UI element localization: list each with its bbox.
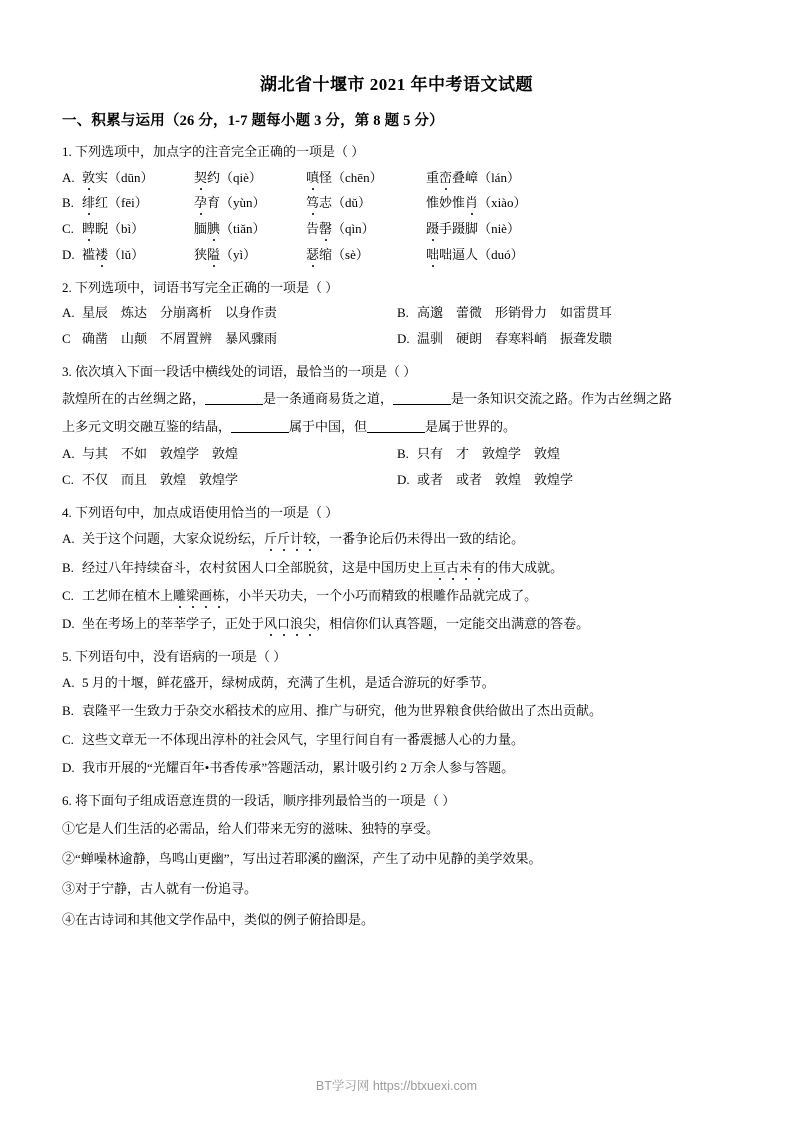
- option-label: C.: [62, 472, 74, 488]
- dotted-char: 罄: [319, 221, 333, 237]
- option-text: 不仅 而且 敦煌 敦煌学: [82, 472, 239, 488]
- option-text: 关于这个问题，大家众说纷纭，: [82, 531, 265, 547]
- pinyin: （lán）: [478, 169, 520, 185]
- dotted-char: 咄: [426, 246, 440, 262]
- option-row[interactable]: [62, 245, 731, 266]
- option-text: ，相信你们认真答题，一定能交出满意的答卷。: [316, 615, 590, 631]
- option-text: 或者 或者 敦煌 敦煌学: [417, 472, 574, 488]
- char: 约: [207, 169, 221, 185]
- passage-line: [62, 415, 731, 439]
- char: 缩: [319, 246, 333, 262]
- option-item[interactable]: [62, 329, 397, 350]
- option-item: [194, 219, 306, 240]
- question-5-options: [62, 672, 731, 778]
- option-item: [426, 245, 524, 266]
- question-number-1: 1.: [62, 144, 72, 159]
- option-row[interactable]: [62, 729, 731, 751]
- dotted-char: 计: [290, 531, 304, 547]
- option-row[interactable]: [62, 168, 731, 189]
- option-item: [306, 193, 426, 214]
- dotted-char: 画: [199, 587, 213, 603]
- option-text: 温驯 硬朗 春寒料峭 振聋发聩: [417, 330, 613, 346]
- dotted-char: 未: [459, 559, 473, 575]
- option-text: 袁隆平一生致力于杂交水稻技术的应用、推广与研究，他为世界粮食供给做出了杰出贡献。: [82, 703, 603, 719]
- blank-underline: [205, 391, 263, 405]
- option-row[interactable]: [62, 672, 731, 694]
- question-stem-3: [62, 362, 731, 382]
- option-item: [194, 245, 306, 266]
- option-label: B.: [62, 195, 74, 211]
- char: 腼: [194, 221, 208, 237]
- option-item: [306, 168, 426, 189]
- option-row[interactable]: [62, 444, 731, 465]
- dotted-char: 古: [446, 559, 460, 575]
- char: 咄: [439, 246, 453, 262]
- dotted-char: 栋: [212, 587, 226, 603]
- dotted-char: 隘: [207, 246, 221, 262]
- dotted-char: 峦: [439, 169, 453, 185]
- question-number-6: 6.: [62, 792, 72, 808]
- option-label: D.: [62, 615, 75, 631]
- blank-underline: [393, 391, 451, 405]
- option-label: A.: [62, 446, 75, 462]
- option-label: A.: [62, 169, 75, 185]
- option-item: [426, 193, 526, 214]
- question-2-options: [62, 303, 731, 350]
- dotted-char: 蹑: [426, 221, 440, 237]
- option-text: [82, 557, 563, 579]
- option-row[interactable]: [62, 585, 731, 607]
- passage-text: 是一条知识交流之路。作为古丝绸之路: [451, 391, 673, 407]
- pinyin: （fēi）: [108, 195, 148, 211]
- option-item: [194, 193, 306, 214]
- option-item[interactable]: [397, 303, 732, 324]
- option-item: [194, 168, 306, 189]
- option-row[interactable]: [62, 470, 731, 491]
- pinyin: （tiǎn）: [220, 221, 266, 237]
- option-label: D.: [62, 246, 75, 262]
- watermark: BT学习网 https://btxuexi.com: [315, 1079, 478, 1093]
- option-row[interactable]: [62, 303, 731, 324]
- option-item: [306, 219, 426, 240]
- passage-text: 是一条通商易货之道，: [263, 391, 394, 407]
- dotted-char: 睥: [82, 221, 96, 237]
- passage-text: 款煌所在的古丝绸之路，: [62, 391, 206, 407]
- char: 告: [306, 221, 320, 237]
- char: 嶂: [465, 169, 479, 185]
- question-6-items: [62, 818, 731, 930]
- option-item[interactable]: [62, 303, 397, 324]
- option-row[interactable]: [62, 613, 731, 635]
- passage-line: [62, 387, 731, 411]
- pinyin: （bì）: [108, 221, 145, 237]
- option-label: D.: [397, 472, 410, 488]
- option-label: C: [62, 330, 71, 346]
- section-heading: 一、积累与运用（26 分，1-7 题每小题 3 分，第 8 题 5 分）: [62, 113, 444, 129]
- option-item[interactable]: [62, 470, 397, 491]
- question-3-passage: [62, 387, 731, 439]
- char: 手: [439, 221, 453, 237]
- char: 叠: [452, 169, 466, 185]
- char: 妙: [439, 195, 453, 211]
- dotted-char: 有: [472, 559, 486, 575]
- question-number-3: 3.: [62, 363, 72, 379]
- question-number-5: 5.: [62, 648, 72, 664]
- pinyin: （duó）: [478, 246, 524, 262]
- option-text: 与其 不如 敦煌学 敦煌: [82, 446, 239, 462]
- option-item: [426, 168, 520, 189]
- dotted-char: 亘: [433, 559, 447, 575]
- option-row[interactable]: [62, 219, 731, 240]
- passage-text: 是属于世界的。: [425, 419, 517, 435]
- option-text: 工艺师在植木上: [82, 587, 174, 603]
- option-item: [82, 193, 194, 214]
- option-row[interactable]: [62, 757, 731, 779]
- question-text-1: 下列选项中，加点字的注音完全正确的一项是（ ）: [75, 144, 365, 159]
- dotted-char: 风: [264, 615, 278, 631]
- question-stem-6: [62, 791, 731, 811]
- dotted-char: 雕: [173, 587, 187, 603]
- pinyin: （qìn）: [332, 221, 375, 237]
- option-label: B.: [62, 703, 74, 719]
- option-label: C.: [62, 221, 74, 237]
- option-text: [82, 528, 524, 550]
- option-row[interactable]: [62, 329, 731, 350]
- dotted-char: 瑟: [306, 246, 320, 262]
- char: 育: [207, 195, 221, 211]
- char: 重: [426, 169, 440, 185]
- dotted-char: 较: [303, 531, 317, 547]
- option-text: 经过八年持续奋斗，农村贫困人口全部脱贫，这是中国历史上: [82, 559, 434, 575]
- option-text: 只有 才 敦煌学 敦煌: [417, 446, 561, 462]
- pinyin: （qiè）: [220, 169, 262, 185]
- dotted-char: 梁: [186, 587, 200, 603]
- option-row[interactable]: [62, 557, 731, 579]
- char: 红: [95, 195, 109, 211]
- option-label: C.: [62, 587, 74, 603]
- pinyin: （lǔ）: [108, 246, 145, 262]
- question-number-2: 2.: [62, 279, 72, 295]
- blank-underline: [231, 419, 289, 433]
- pinyin: （yì）: [220, 246, 257, 262]
- option-label: B.: [62, 559, 74, 575]
- list-item: ③对于宁静，古人就有一份追寻。: [62, 881, 258, 897]
- option-item[interactable]: [397, 329, 732, 350]
- question-text-6: 将下面句子组成语意连贯的一段话，顺序排列最恰当的一项是（ ）: [75, 792, 456, 808]
- question-3-options: [62, 444, 731, 491]
- dotted-char: 绯: [82, 195, 96, 211]
- option-item: [82, 219, 194, 240]
- dotted-char: 孕: [194, 195, 208, 211]
- dotted-char: 笃: [306, 195, 320, 211]
- pinyin: （yùn）: [220, 195, 266, 211]
- list-item: ①它是人们生活的必需品，给人们带来无穷的滋味、独特的享受。: [62, 821, 440, 837]
- option-text: 坐在考场上的莘莘学子，正处于: [82, 615, 265, 631]
- char: 惟: [452, 195, 466, 211]
- dotted-char: 褛: [95, 246, 109, 262]
- blank-underline: [367, 419, 425, 433]
- option-item: [426, 219, 520, 240]
- option-row[interactable]: [62, 700, 731, 722]
- pinyin: （niè）: [478, 221, 520, 237]
- pinyin: （dūn）: [108, 169, 154, 185]
- dotted-char: 敦: [82, 169, 96, 185]
- dotted-char: 口: [277, 615, 291, 631]
- passage-text: 上多元文明交融互鉴的结晶，: [62, 419, 232, 435]
- pinyin: （chēn）: [332, 169, 383, 185]
- option-text: 这些文章无一不体现出淳朴的社会风气，字里行间自有一番震撼人心的力量。: [82, 731, 525, 747]
- char: 蹑: [452, 221, 466, 237]
- option-text: 5 月的十堰，鲜花盛开，绿树成荫，充满了生机，是适合游玩的好季节。: [82, 675, 495, 691]
- pinyin: （xiào）: [478, 195, 527, 211]
- pinyin: （sè）: [332, 246, 369, 262]
- question-stem-5: [62, 647, 731, 667]
- question-1-options: [62, 168, 731, 266]
- option-item[interactable]: [62, 444, 397, 465]
- option-item[interactable]: [397, 444, 732, 465]
- question-text-2: 下列选项中，词语书写完全正确的一项是（ ）: [75, 279, 339, 295]
- option-item: [82, 168, 194, 189]
- option-label: D.: [397, 330, 410, 346]
- dotted-char: 腆: [207, 221, 221, 237]
- option-item[interactable]: [397, 470, 732, 491]
- question-text-4: 下列语句中，加点成语使用恰当的一项是（ ）: [75, 504, 339, 520]
- option-label: D.: [62, 759, 75, 775]
- option-text: ，小半天功夫，一个小巧而精致的根雕作品就完成了。: [225, 587, 538, 603]
- list-item: ④在古诗词和其他文学作品中，类似的例子俯拾即是。: [62, 911, 375, 927]
- dotted-char: 浪: [290, 615, 304, 631]
- option-text: 我市开展的“光耀百年•书香传承”答题活动，累计吸引约 2 万余人参与答题。: [82, 759, 515, 775]
- question-stem-2: [62, 278, 731, 298]
- dotted-char: 契: [194, 169, 208, 185]
- char: 逼: [452, 246, 466, 262]
- option-text: 星辰 炼达 分崩离析 以身作责: [82, 305, 278, 321]
- option-label: A.: [62, 675, 75, 691]
- option-text: [82, 585, 537, 607]
- dotted-char: 嗔: [306, 169, 320, 185]
- option-text: [82, 613, 589, 635]
- passage-text: 属于中国，但: [289, 419, 368, 435]
- page-title: 湖北省十堰市 2021 年中考语文试题: [260, 75, 533, 94]
- char: 惟: [426, 195, 440, 211]
- char: 睨: [95, 221, 109, 237]
- pinyin: （dǔ）: [332, 195, 372, 211]
- char: 褴: [82, 246, 96, 262]
- option-item: [306, 245, 426, 266]
- question-4-options: [62, 528, 731, 634]
- option-label: B.: [397, 446, 409, 462]
- option-item: [82, 245, 194, 266]
- char: 实: [95, 169, 109, 185]
- option-label: C.: [62, 731, 74, 747]
- option-text: 的伟大成就。: [485, 559, 564, 575]
- char: 脚: [465, 221, 479, 237]
- option-label: B.: [397, 305, 409, 321]
- dotted-char: 斤: [277, 531, 291, 547]
- question-stem-1: [62, 142, 731, 162]
- dotted-char: 肖: [465, 195, 479, 211]
- char: 怪: [319, 169, 333, 185]
- option-label: A.: [62, 305, 75, 321]
- option-label: A.: [62, 531, 75, 547]
- dotted-char: 斤: [264, 531, 278, 547]
- question-stem-4: [62, 503, 731, 523]
- char: 志: [319, 195, 333, 211]
- question-number-4: 4.: [62, 504, 72, 520]
- list-item: ②“蝉噪林逾静，鸟鸣山更幽”，写出过若耶溪的幽深，产生了动中见静的美学效果。: [62, 851, 542, 867]
- question-text-5: 下列语句中，没有语病的一项是（ ）: [75, 648, 287, 664]
- option-row[interactable]: [62, 528, 731, 550]
- option-text: 确凿 山颠 不屑置辨 暴风骤雨: [82, 330, 278, 346]
- question-text-3: 依次填入下面一段话中横线处的词语，最恰当的一项是（ ）: [75, 363, 417, 379]
- option-row[interactable]: [62, 193, 731, 214]
- char: 人: [465, 246, 479, 262]
- option-text: 高邈 蕾微 形销骨力 如雷贯耳: [417, 305, 613, 321]
- dotted-char: 尖: [303, 615, 317, 631]
- char: 狭: [194, 246, 208, 262]
- option-text: ，一番争论后仍未得出一致的结论。: [316, 531, 525, 547]
